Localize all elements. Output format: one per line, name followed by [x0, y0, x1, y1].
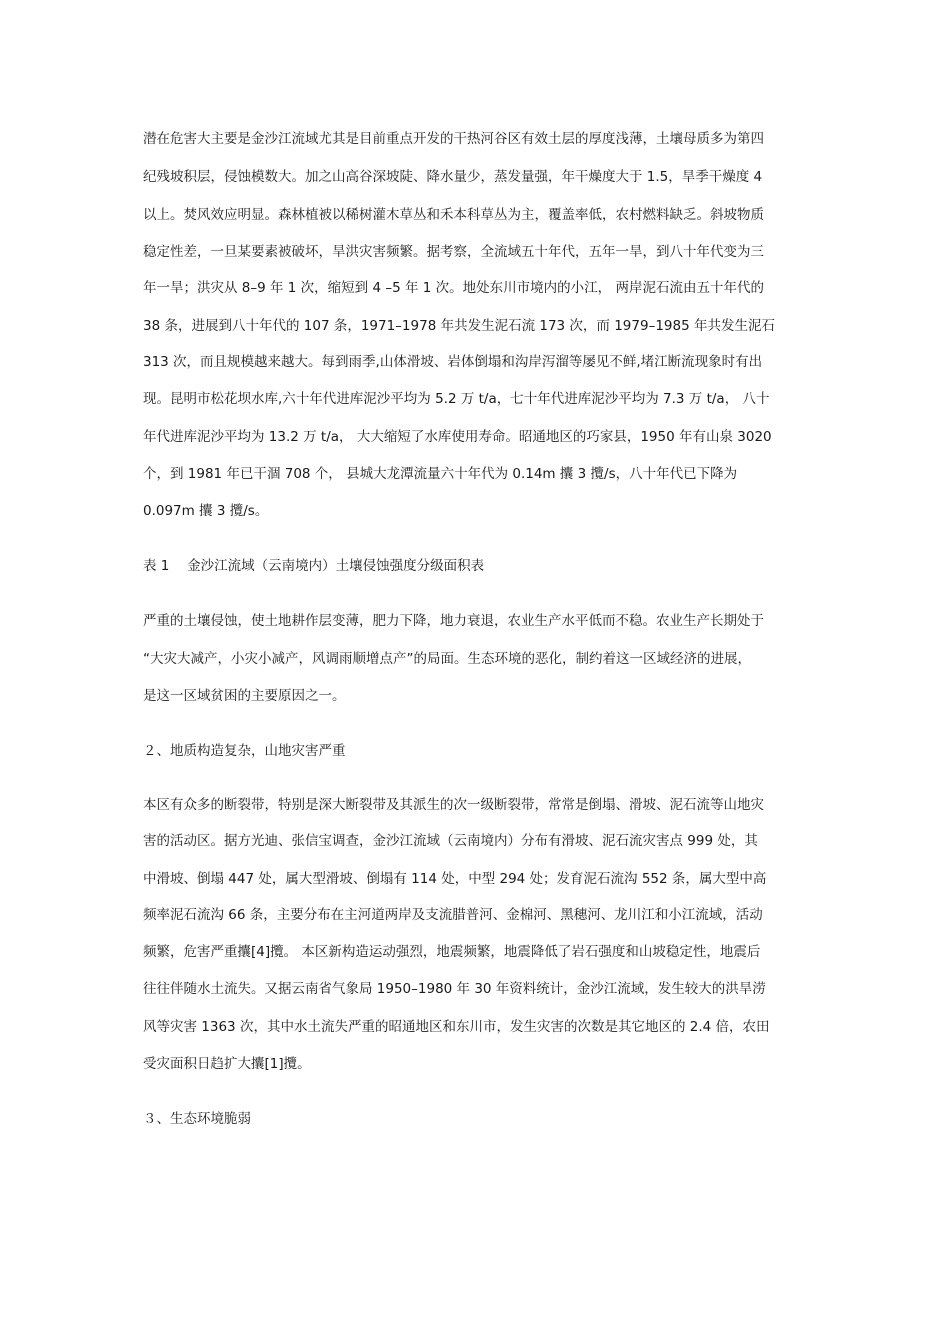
paragraph-line: 313 次，而且规模越来越大。每到雨季,山体滑坡、岩体倒塌和沟岸泻溜等屡见不鲜,堵江断流现象时有出 [143, 354, 763, 370]
paragraph-line: 个，到 1981 年已干涸 708 个， 县城大龙潭流量六十年代为 0.14m 攮 3 攬/s，八十年代已下降为 [143, 466, 738, 482]
paragraph-line: 害的活动区。据方光迪、张信宝调查，金沙江流域（云南境内）分布有滑坡、泥石流灾害点 999 处，其 [143, 833, 758, 849]
paragraph-line: 38 条，进展到八十年代的 107 条，1971–1978 年共发生泥石流 173 次，而 1979–1985 年共发生泥石 [143, 318, 775, 334]
paragraph-line: 频繁，危害严重攮[4]攬。 本区新构造运动强烈，地震频繁，地震降低了岩石强度和山坡稳定性，地震后 [143, 944, 761, 960]
paragraph-line: “大灾大减产，小灾小减产，风调雨顺增点产”的局面。生态环境的恶化，制约着这一区域经济的进展， [143, 651, 751, 667]
paragraph-line: 纪残坡积层，侵蚀模数大。加之山高谷深坡陡、降水量少，蒸发量强，年干燥度大于 1.5，旱季干燥度 4 [143, 169, 763, 185]
paragraph-line: 本区有众多的断裂带，特别是深大断裂带及其派生的次一级断裂带，常常是倒塌、滑坡、泥石流等山地灾 [143, 797, 764, 813]
section-heading-3: ３、生态环境脆弱 [143, 1111, 251, 1127]
paragraph-line: 潜在危害大主要是金沙江流域尤其是目前重点开发的干热河谷区有效土层的厚度浅薄，土壤母质多为第四 [143, 131, 764, 147]
section-heading-2: ２、地质构造复杂，山地灾害严重 [143, 743, 346, 759]
paragraph-line: 中滑坡、倒塌 447 处，属大型滑坡、倒塌有 114 处，中型 294 处；发育泥石流沟 552 条，属大型中高 [143, 871, 767, 887]
paragraph-line: 是这一区域贫困的主要原因之一。 [143, 688, 346, 704]
paragraph-line: 0.097m 攮 3 攬/s。 [143, 503, 269, 519]
paragraph-line: 年一旱；洪灾从 8–9 年 1 次，缩短到 4 –5 年 1 次。地处东川市境内的小江， 两岸泥石流由五十年代的 [143, 280, 764, 296]
paragraph-line: 年代进库泥沙平均为 13.2 万 t/a， 大大缩短了水库使用寿命。昭通地区的巧家县，1950 年有山泉 3020 [143, 429, 772, 445]
paragraph-line: 以上。焚风效应明显。森林植被以稀树灌木草丛和禾本科草丛为主，覆盖率低，农村燃料缺乏。斜坡物质 [143, 207, 764, 223]
paragraph-line: 稳定性差，一旦某要素被破坏，旱洪灾害频繁。据考察，全流域五十年代，五年一旱，到八十年代变为三 [143, 244, 764, 260]
table-caption: 表 1 金沙江流域（云南境内）土壤侵蚀强度分级面积表 [143, 558, 485, 574]
paragraph-line: 严重的土壤侵蚀，使土地耕作层变薄，肥力下降，地力衰退，农业生产水平低而不稳。农业生产长期处于 [143, 613, 764, 629]
paragraph-line: 风等灾害 1363 次，其中水土流失严重的昭通地区和东川市，发生灾害的次数是其它地区的 2.4 倍，农田 [143, 1019, 770, 1035]
paragraph-line: 频率泥石流沟 66 条，主要分布在主河道两岸及支流腊普河、金棉河、黑穗河、龙川江和小江流域，活动 [143, 907, 763, 923]
paragraph-line: 现。昆明市松花坝水库,六十年代进库泥沙平均为 5.2 万 t/a，七十年代进库泥沙平均为 7.3 万 t/a， 八十 [143, 391, 770, 407]
paragraph-line: 往往伴随水土流失。又据云南省气象局 1950–1980 年 30 年资料统计，金沙江流域，发生较大的洪旱涝 [143, 981, 766, 997]
paragraph-line: 受灾面积日趋扩大攮[1]攬。 [143, 1056, 311, 1072]
